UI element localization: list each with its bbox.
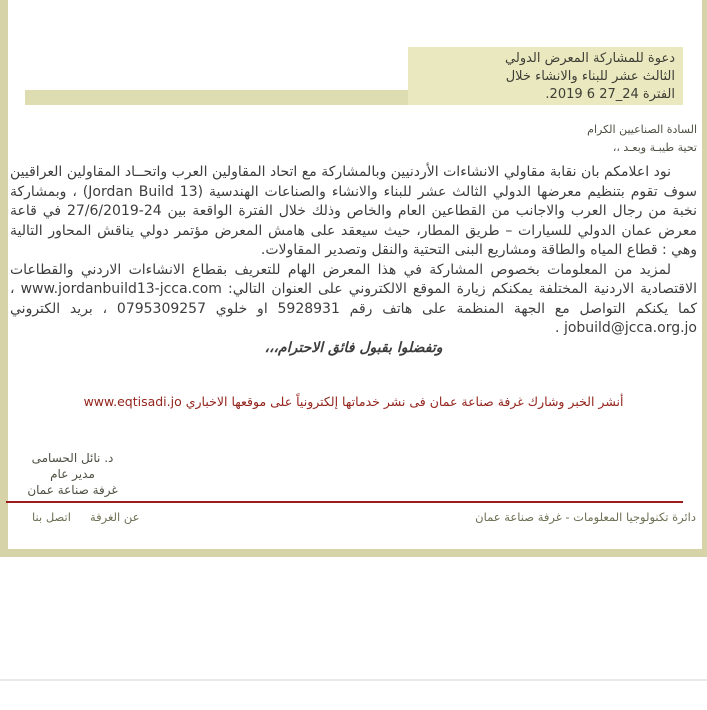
- page-bottom-divider: [0, 679, 707, 681]
- letter-paragraph-2: لمزيد من المعلومات بخصوص المشاركة في هذا المعرض الهام للتعريف بقطاع الانشاءات الاردني والقطاعات الاقتصادية الاردنية المختلفة يمكنكم زيارة الموقع الالكتروني على العنوان التالي: www.jordanbuild13-jcca.com ، كما يكنكم التواصل مع الجهة المنظمة على هاتف رقم 5928931 او خلوي 0795309257 ، بريد الكتروني jobuild@jcca.org.jo .: [10, 261, 697, 336]
- page-border-right: [702, 0, 707, 550]
- signature-org: غرفة صناعة عمان: [27, 483, 118, 497]
- letter-body: [10, 121, 697, 356]
- page-border-bottom: [0, 549, 707, 557]
- salutation: السادة الصناعيين الكرام: [587, 123, 697, 136]
- eqtisadi-link[interactable]: www.eqtisadi.jo: [83, 394, 182, 409]
- footer-department-label: دائرة تكنولوجيا المعلومات - غرفة صناعة عمان: [475, 510, 696, 524]
- subject-highlight-box: [408, 47, 683, 105]
- footer-link-about[interactable]: عن الغرفة: [90, 510, 140, 524]
- greeting: تحية طيبـة وبعـد ،،: [612, 141, 697, 154]
- letter-paragraph-1: نود اعلامكم بان نقابة مقاولي الانشاءات الأردنيين وبالمشاركة مع اتحاد المقاولين العرب واتحــاد المقاولين العراقيين سوف تقوم بتنظيم معرضها الدولي الثالث عشر للبناء والانشاء والصناعات الهندسية (Jordan Build 13) ، وبمشاركة نخبة من رجال العرب والاجانب من القطاعين العام والخاص وذلك خلال الفترة الواقعة بين 24-27/6/2019 في قاعة معرض عمان الدولي للسيارات – طريق المطار، حيث سيعقد على هامش المعرض مؤتمر دولي يناقش المحاور التالية وهي : قطاع المياه والطاقة ومشاريع البنى التحتية والنقل وتصدير المقاولات.: [10, 164, 697, 258]
- signature-title: مدير عام: [50, 467, 95, 481]
- closing-salutation: وتفضلوا بقبول فائق الاحترام،،،: [264, 339, 443, 356]
- news-share-notice-text: أنشر الخبر وشارك غرفة صناعة عمان فى نشر خدماتها إلكترونياً على موقعها الاخباري: [185, 394, 624, 409]
- letter-paragraphs: [10, 163, 697, 339]
- signature-name: د. نائل الحسامى: [31, 451, 114, 465]
- signature-block: [0, 450, 145, 498]
- signature-divider: [6, 501, 683, 503]
- news-share-notice: [0, 394, 707, 409]
- subject-line-1: دعوة للمشاركة المعرض الدولي: [505, 51, 675, 66]
- subject-line-2: الثالث عشر للبناء والانشاء خلال: [505, 69, 675, 84]
- footer-link-contact[interactable]: اتصل بنا: [32, 510, 71, 524]
- subject-line-3: الفترة 24_27 6 2019.: [545, 87, 675, 102]
